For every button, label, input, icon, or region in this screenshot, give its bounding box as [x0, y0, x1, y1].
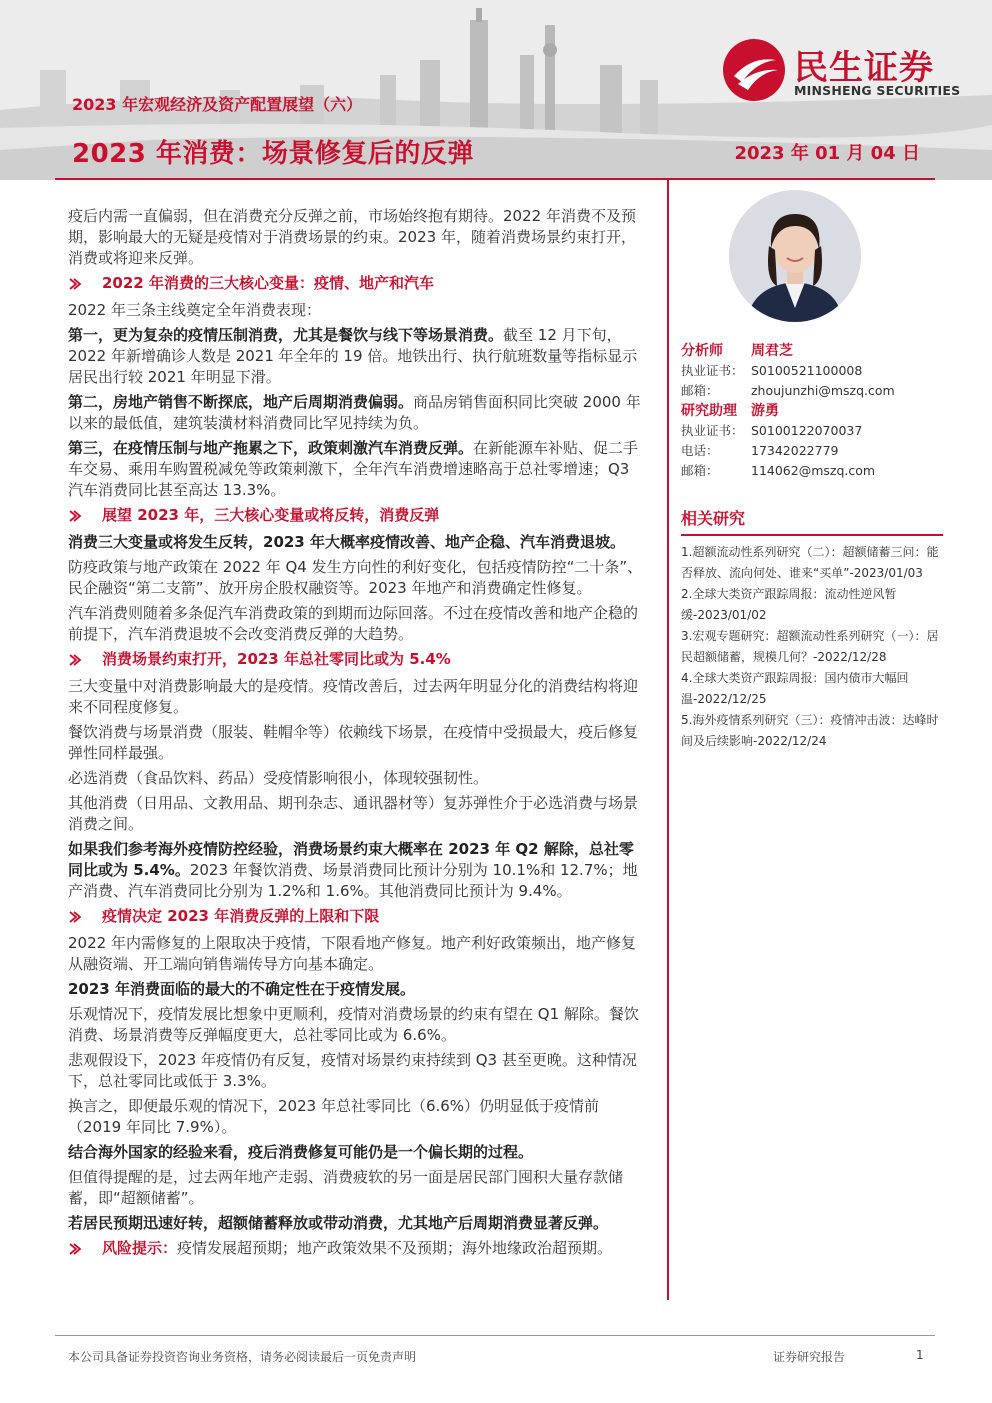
analyst-name: 周君芝	[751, 343, 793, 359]
chevron-right-icon	[68, 653, 82, 667]
footer-doc-type: 证券研究报告	[773, 1350, 846, 1364]
section-heading	[68, 649, 648, 670]
section-heading-text: 消费场景约束打开，2023 年总社零同比或为 5.4%	[102, 650, 451, 668]
cert-label: 执业证书：	[681, 423, 744, 438]
paragraph: 消费三大变量或将发生反转，2023 年大概率疫情改善、地产企稳、汽车消费退坡。	[68, 533, 625, 551]
chevron-right-icon	[68, 509, 82, 523]
related-research	[681, 506, 943, 752]
series-title: 2023 年宏观经济及资产配置展望（六）	[72, 95, 363, 114]
email-label: 邮箱：	[681, 463, 719, 478]
assistant-cert: S0100122070037	[751, 423, 863, 438]
assistant-label: 研究助理	[681, 403, 737, 419]
paragraph	[68, 438, 648, 501]
report-header	[0, 0, 992, 180]
related-research-title: 相关研究	[681, 509, 746, 528]
risk-text: 疫情发展超预期；地产政策效果不及预期；海外地缘政治超预期。	[177, 1239, 613, 1257]
main-content	[68, 206, 648, 1259]
bold-lead: 第三，在疫情压制与地产拖累之下，政策刺激汽车消费反弹。	[68, 439, 474, 457]
related-item[interactable]: 4.全球大类资产跟踪周报：国内债市大幅回温-2022/12/25	[681, 671, 909, 706]
analyst-row	[681, 341, 941, 361]
section-heading-text: 展望 2023 年，三大核心变量或将反转，消费反弹	[102, 506, 440, 524]
cert-label: 执业证书：	[681, 363, 744, 378]
section-heading-text: 2022 年消费的三大核心变量：疫情、地产和汽车	[102, 274, 434, 292]
related-item[interactable]: 5.海外疫情系列研究（三）：疫情冲击波：达峰时间及后续影响-2022/12/24	[681, 713, 939, 748]
section-heading	[68, 906, 648, 927]
paragraph	[68, 392, 648, 434]
analyst-portrait-icon	[729, 190, 861, 322]
paragraph-text: 截至 12 月下旬，2022 年新增确诊人数是 2021 年全年的 19 倍。地铁出行、执行航班数量等指标显示居民出行较 2021 年明显下滑。	[68, 326, 638, 386]
bold-lead: 如果我们参考海外疫情防控经验，消费场景约束大概率在 2023 年 Q2 解除，总社零同比或为 5.4%。	[68, 840, 634, 879]
paragraph-text: 在新能源车补贴、促二手车交易、乘用车购置税减免等政策刺激下，全年汽车消费增速略高于总社零增速；Q3 汽车消费同比甚至高达 13.3%。	[68, 439, 639, 499]
analyst-cert-row	[681, 361, 941, 381]
paragraph: 其他消费（日用品、文教用品、期刊杂志、通讯器材等）复苏弹性介于必选消费与场景消费之间。	[68, 794, 639, 833]
logo-english-name: MINSHENG SECURITIES	[794, 83, 961, 98]
related-item[interactable]: 1.超额流动性系列研究（二）：超额储蓄三问：能否释放、流向何处、谁来“买单”-2023/01/03	[681, 545, 939, 580]
intro-paragraph: 疫后内需一直偏弱，但在消费充分反弹之前，市场始终抱有期待。2022 年消费不及预期，影响最大的无疑是疫情对于消费场景的约束。2023 年，随着消费场景约束打开，消费或将迎来反弹。	[68, 207, 636, 267]
paragraph: 2022 年内需修复的上限取决于疫情，下限看地产修复。地产利好政策频出，地产修复从融资端、开工端向销售端传导方向基本确定。	[68, 934, 636, 973]
footer-disclaimer: 本公司具备证券投资咨询业务资格，请务必阅读最后一页免责声明	[68, 1350, 417, 1364]
footer-divider	[55, 1335, 935, 1336]
analyst-info	[681, 341, 941, 481]
page-number: 1	[916, 1348, 924, 1362]
paragraph-text: 2023 年餐饮消费、场景消费同比预计分别为 10.1%和 12.7%；地产消费、汽车消费同比分别为 1.2%和 1.6%。其他消费同比预计为 9.4%。	[68, 861, 638, 900]
related-item[interactable]: 3.宏观专题研究：超额流动性系列研究（一）：居民超额储蓄，规模几何？-2022/12/28	[681, 629, 939, 664]
chevron-right-icon	[68, 277, 82, 291]
related-list	[681, 542, 943, 752]
paragraph: 换言之，即便最乐观的情况下，2023 年总社零同比（6.6%）仍明显低于疫情前（2019 年同比 7.9%）。	[68, 1097, 600, 1136]
chevron-right-icon	[68, 910, 82, 924]
paragraph: 2022 年三条主线奠定全年消费表现：	[68, 301, 321, 319]
related-divider	[681, 534, 943, 536]
paragraph: 乐观情况下，疫情发展比想象中更顺利，疫情对消费场景的约束有望在 Q1 解除。餐饮消费、场景消费等反弹幅度更大，总社零同比或为 6.6%。	[68, 1005, 639, 1044]
section-heading	[68, 505, 648, 526]
assistant-email-row	[681, 461, 941, 481]
paragraph: 若居民预期迅速好转，超额储蓄释放或带动消费，尤其地产后周期消费显著反弹。	[68, 1214, 609, 1232]
related-item[interactable]: 2.全球大类资产跟踪周报：流动性逆风暂缓-2023/01/02	[681, 587, 897, 622]
paragraph: 但值得提醒的是，过去两年地产走弱、消费疲软的另一面是居民部门囤积大量存款储蓄，即“超额储蓄”。	[68, 1168, 624, 1207]
bold-lead: 第二，房地产销售不断探底，地产后周期消费偏弱。	[68, 393, 414, 411]
paragraph: 汽车消费则随着多条促汽车消费政策的到期而边际回落。不过在疫情改善和地产企稳的前提下，汽车消费退坡不会改变消费反弹的大趋势。	[68, 604, 639, 643]
risk-warning	[68, 1238, 648, 1259]
paragraph-text: 商品房销售面积同比突破 2000 年以来的最低值，建筑装潢材料消费同比罕见持续为负。	[68, 393, 641, 432]
analyst-cert: S0100521100008	[751, 363, 863, 378]
paragraph: 餐饮消费与场景消费（服装、鞋帽伞等）依赖线下场景，在疫情中受损最大，疫后修复弹性同样最强。	[68, 723, 639, 762]
bold-lead: 第一，更为复杂的疫情压制消费，尤其是餐饮与线下等场景消费。	[68, 326, 504, 344]
phone-label: 电话：	[681, 443, 719, 458]
paragraph	[68, 325, 648, 388]
paragraph: 结合海外国家的经验来看，疫后消费修复可能仍是一个偏长期的过程。	[68, 1143, 534, 1161]
assistant-phone-row	[681, 441, 941, 461]
paragraph: 防疫政策与地产政策在 2022 年 Q4 发生方向性的利好变化，包括疫情防控“二十条”、民企融资“第二支箭”、放开房企股权融资等。2023 年地产和消费确定性修复。	[68, 558, 643, 597]
company-logo	[722, 38, 961, 104]
report-date: 2023 年 01 月 04 日	[734, 143, 920, 164]
analyst-email-row	[681, 381, 941, 401]
analyst-photo	[729, 190, 861, 322]
email-label: 邮箱：	[681, 383, 719, 398]
logo-chinese-name: 民生证券	[794, 48, 934, 88]
analyst-label: 分析师	[681, 343, 723, 359]
column-divider	[667, 180, 669, 1300]
paragraph: 悲观假设下，2023 年疫情仍有反复，疫情对场景约束持续到 Q3 甚至更晚。这种情况下，总社零同比或低于 3.3%。	[68, 1051, 637, 1090]
chevron-right-icon	[68, 1242, 82, 1256]
paragraph: 必选消费（食品饮料、药品）受疫情影响很小，体现较强韧性。	[68, 769, 489, 787]
paragraph: 2023 年消费面临的最大的不确定性在于疫情发展。	[68, 980, 415, 998]
minsheng-logo-icon	[722, 38, 786, 102]
paragraph	[68, 839, 648, 902]
section-heading	[68, 273, 648, 294]
header-divider	[55, 178, 935, 180]
report-title: 2023 年消费：场景修复后的反弹	[72, 139, 474, 169]
assistant-cert-row	[681, 421, 941, 441]
assistant-email-link[interactable]: 114062@mszq.com	[751, 463, 876, 478]
section-heading-text: 疫情决定 2023 年消费反弹的上限和下限	[102, 907, 380, 925]
analyst-email-link[interactable]: zhoujunzhi@mszq.com	[751, 383, 895, 398]
assistant-row	[681, 401, 941, 421]
assistant-name: 游勇	[751, 403, 779, 419]
risk-label: 风险提示：	[102, 1239, 178, 1257]
paragraph: 三大变量中对消费影响最大的是疫情。疫情改善后，过去两年明显分化的消费结构将迎来不同程度修复。	[68, 677, 639, 716]
assistant-phone: 17342022779	[751, 443, 839, 458]
